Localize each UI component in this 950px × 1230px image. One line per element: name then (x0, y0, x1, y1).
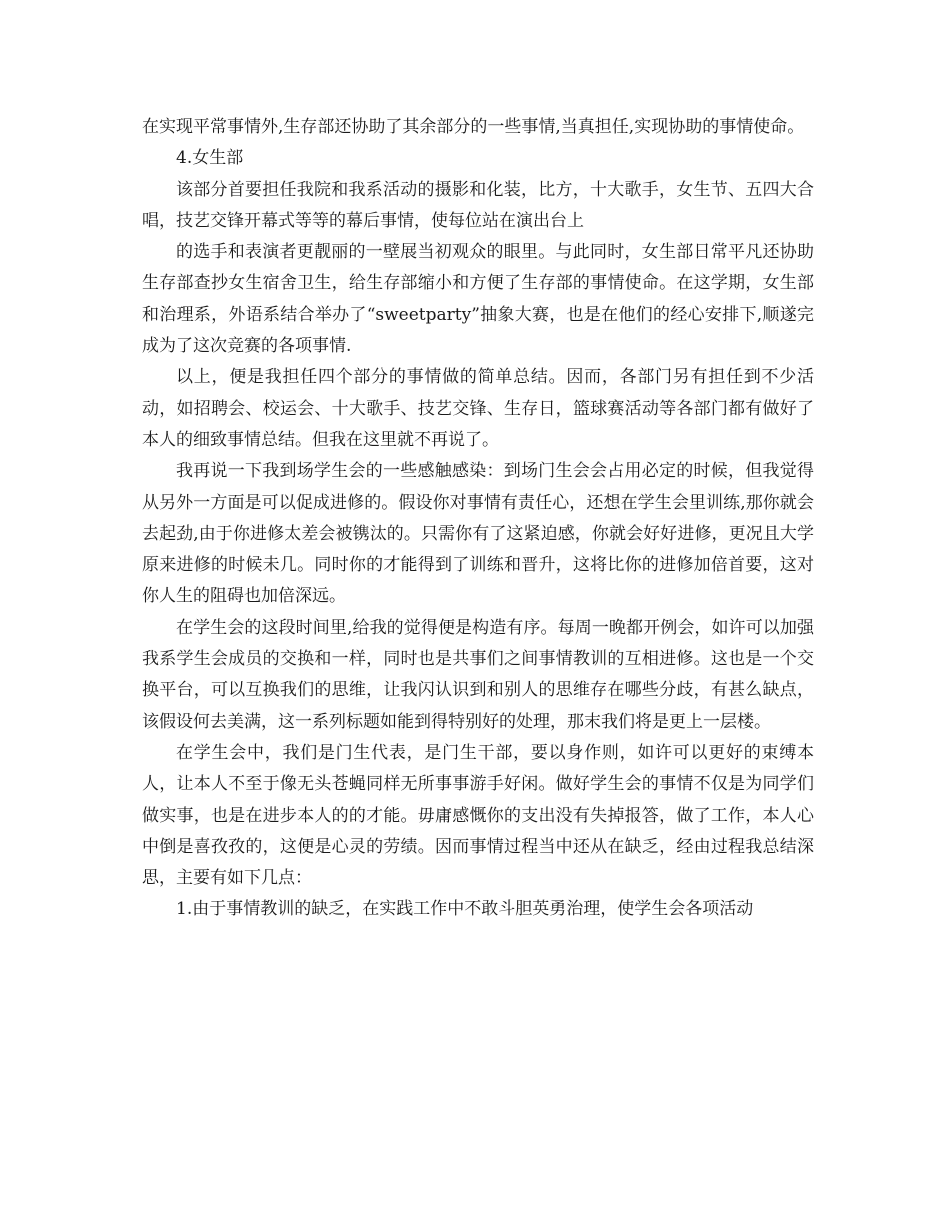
paragraph-summary: 以上，便是我担任四个部分的事情做的简单总结。因而，各部门另有担任到不少活动，如招聘会、校运会、十大歌手、技艺交锋、生存日，篮球赛活动等各部门都有做好了本人的细致事情总结。但我在这里就不再说了。 (142, 367, 814, 450)
paragraph-girls-department-continued: 的选手和表演者更靓丽的一壁展当初观众的眼里。与此同时，女生部日常平凡还协助生存部查抄女生宿舍卫生，给生存部缩小和方便了生存部的事情使命。在这学期，女生部和治理系，外语系结合举办了“sweetparty”抽象大赛，也是在他们的经心安排下,顺遂完成为了这次竞赛的各项事情. (142, 242, 814, 357)
document-page (142, 112, 814, 926)
paragraph-student-representatives: 在学生会中，我们是门生代表，是门生干部，要以身作则，如许可以更好的束缚本人，让本人不至于像无头苍蝇同样无所事事游手好闲。做好学生会的事情不仅是为同学们做实事，也是在进步本人的的才能。毋庸感慨你的支出没有失掉报答，做了工作，本人心中倒是喜孜孜的，这便是心灵的劳绩。因而事情过程当中还从在缺乏，经由过程我总结深思，主要有如下几点： (142, 742, 814, 889)
paragraph-shortcoming-1: 1.由于事情教训的缺乏，在实践工作中不敢斗胆英勇治理，使学生会各项活动 (176, 899, 754, 920)
paragraph-continuation: 在实现平常事情外,生存部还协助了其余部分的一些事情,当真担任,实现协助的事情使命。 (142, 117, 805, 137)
paragraph-girls-department-duties: 该部分首要担任我院和我系活动的摄影和化装，比方，十大歌手，女生节、五四大合唱，技艺交锋开幕式等等的幕后事情，使每位站在演出台上 (142, 179, 814, 231)
paragraph-organization: 在学生会的这段时间里,给我的觉得便是构造有序。每周一晚都开例会，如许可以加强我系学生会成员的交换和一样，同时也是共事们之间事情教训的互相进修。这也是一个交换平台，可以互换我们的思维，让我闪认识到和别人的思维存在哪些分歧，有甚么缺点，该假设何去美满，这一系列标题如能到得特别好的处理，那末我们将是更上一层楼。 (142, 617, 814, 732)
paragraph-personal-feelings: 我再说一下我到场学生会的一些感触感染：到场门生会会占用必定的时候，但我觉得从另外一方面是可以促成进修的。假设你对事情有责任心，还想在学生会里训练,那你就会去起劲,由于你进修太差会被镌汰的。只需你有了这紧迫感，你就会好好进修，更况且大学原来进修的时候未几。同时你的才能得到了训练和晋升，这将比你的进修加倍首要，这对你人生的阻碍也加倍深远。 (142, 461, 814, 607)
section-heading-girls-department: 4.女生部 (176, 148, 244, 169)
